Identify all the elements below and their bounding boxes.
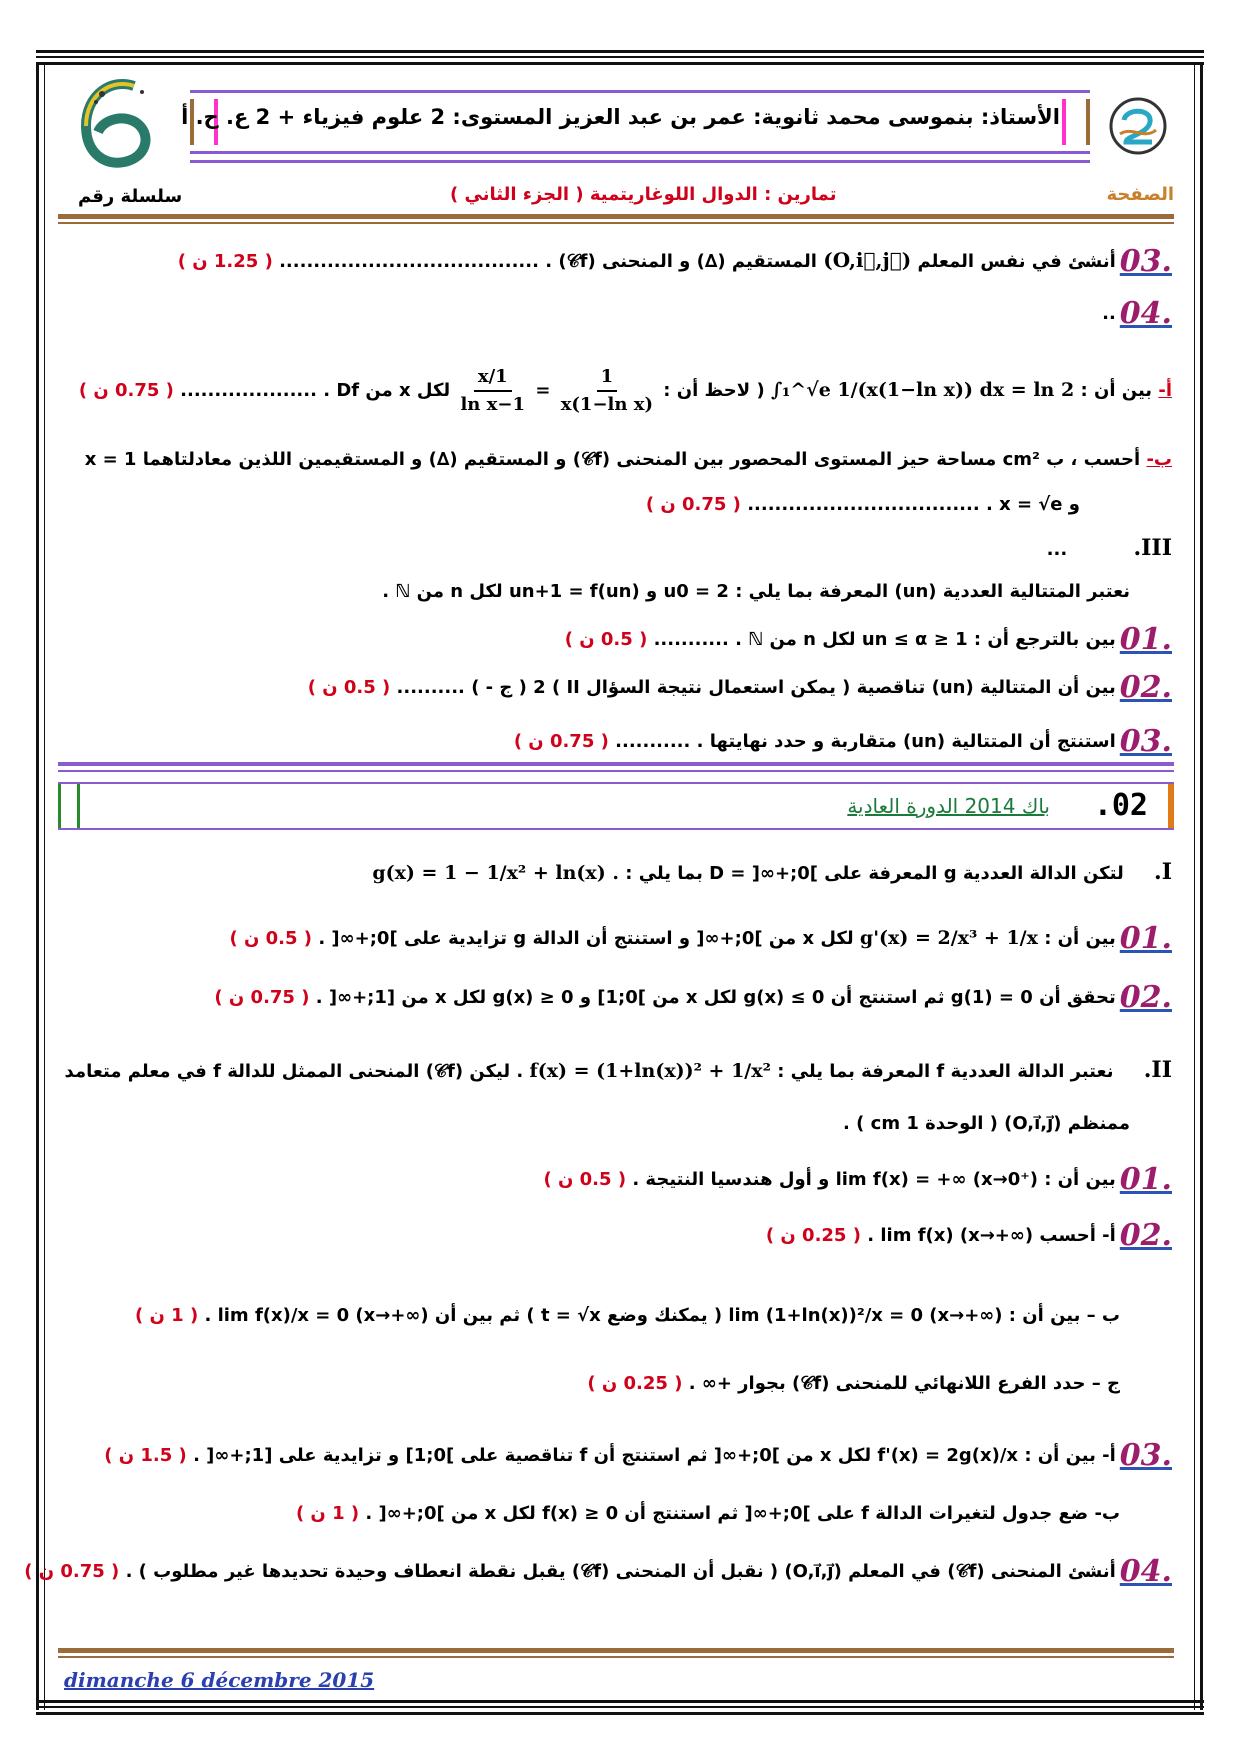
pII-label: II. — [1143, 1057, 1172, 1083]
top-border-2 — [36, 56, 1204, 58]
p3-q02-dots: .......... — [396, 677, 465, 698]
frac-right-den: 1−ln x — [460, 394, 526, 415]
frac-right-num: 1/x — [474, 364, 512, 392]
pI-label: I. — [1154, 859, 1172, 885]
pII-q03a-pts: ( 1.5 ن ) — [104, 1445, 187, 1466]
p3-q03-dots: ........... — [615, 731, 691, 752]
p1-q04a-letter: أ- — [1158, 380, 1172, 401]
p1-q04b-pts: ( 0.75 ن ) — [645, 494, 741, 515]
pII-q02c-text: ج – حدد الفرع اللانهائي للمنحنى (𝒞f) بجوار +∞ . — [688, 1373, 1120, 1394]
pII-q04 — [24, 1552, 1172, 1592]
pI-q01-num: .01 — [1119, 921, 1172, 956]
p3-q01-num: .01 — [1119, 622, 1172, 657]
p1-q03-text: أنشئ في نفس المعلم — [917, 251, 1116, 272]
banner-left-stripes — [58, 784, 80, 828]
pII-q02a — [58, 1216, 1172, 1256]
frac-left-den: x(1−ln x) — [560, 394, 653, 415]
p1-q03-num: .03 — [1119, 244, 1172, 279]
frac-left-num: 1 — [597, 364, 618, 392]
p3-q03 — [58, 722, 1172, 762]
p1-q03-text2: المستقيم (∆) و المنحنى (𝒞f) . — [545, 251, 817, 272]
p3-q03-pts: ( 0.75 ن ) — [513, 731, 609, 752]
pII-q02b-text: ب – بين أن : lim (1+ln(x))²/x = 0 (x→+∞) ( يمكنك وضع t = √x ) ثم بين أن lim f(x)/x = 0 (x→+∞) . — [204, 1305, 1120, 1326]
series-logo — [72, 72, 162, 172]
p1-q03-frame: (O,i⃗,j⃗) — [823, 248, 912, 272]
p1-q04b-line2 — [646, 494, 1080, 515]
pII-q03b-text: ب- ضع جدول لتغيرات الدالة f على ]0;+∞[ ثم استنتج أن f(x) ≥ 0 لكل x من ]0;+∞[ . — [365, 1503, 1120, 1524]
pII-q02a-text: أ- أحسب lim f(x) (x→+∞) . — [867, 1225, 1116, 1246]
pI-q02 — [58, 978, 1172, 1018]
p1-q03 — [58, 240, 1172, 280]
footer-divider-b — [58, 1656, 1174, 1658]
pII-q02b — [58, 1296, 1120, 1336]
header-box — [181, 90, 1090, 154]
p3-q03-text: استنتج أن المتتالية (un) متقاربة و حدد نهايتها . — [696, 731, 1116, 752]
p1-q04a-text: بين أن : — [1080, 380, 1153, 401]
pII-q02c — [58, 1364, 1120, 1404]
bottom-border-1 — [36, 1700, 1204, 1703]
pII-q02-num: .02 — [1119, 1218, 1172, 1253]
header-right-stripes — [1062, 99, 1090, 145]
pII-q03a — [58, 1436, 1172, 1476]
pI-q02-num: .02 — [1119, 980, 1172, 1015]
pI-q01-pts: ( 0.5 ن ) — [229, 928, 313, 949]
pII-intro — [58, 1050, 1172, 1090]
pII-q02a-pts: ( 0.25 ن ) — [765, 1225, 861, 1246]
p3-extra: ... — [1046, 539, 1068, 560]
p3-q01-dots: ........... — [653, 629, 729, 650]
pII-intro-line2 — [58, 1104, 1130, 1144]
p1-q04a-hint: ( لاحظ أن : — [663, 380, 765, 401]
pII-q01-text: بين أن : lim f(x) = +∞ (x→0⁺) و أول هندسيا النتيجة . — [632, 1169, 1116, 1190]
p1-q04 — [58, 294, 1172, 334]
pI-q02-text: تحقق أن g(1) = 0 ثم استنتج أن g(x) ≤ 0 لكل x من ]0;1] و g(x) ≥ 0 لكل x من [1;+∞[ . — [315, 987, 1116, 1008]
p1-q04-text: .. — [1102, 303, 1116, 324]
pII-formula: f(x) = (1+ln(x))² + 1/x² — [529, 1060, 771, 1082]
exercise2-number: .02 — [1093, 788, 1148, 823]
pI-q01-text2: لكل x من ]0;+∞[ و استنتج أن الدالة g تزايدية على ]0;+∞[ . — [318, 928, 854, 949]
bottom-border-3 — [36, 1712, 1204, 1715]
p1-q03-pts: ( 1.25 ن ) — [177, 251, 273, 272]
header-box-underline — [190, 160, 1090, 163]
p3-label-text: III. — [1133, 535, 1172, 561]
p1-q04b — [58, 440, 1172, 480]
p1-q04b-text2: و x = √e . — [985, 494, 1080, 515]
exercise2-banner — [58, 782, 1174, 830]
divider-1b — [58, 222, 1174, 224]
pII-q04-num: .04 — [1119, 1554, 1172, 1589]
school-logo — [1108, 96, 1168, 156]
exercise2-title: باك 2014 الدورة العادية — [847, 794, 1050, 818]
page-label: الصفحة — [1106, 184, 1174, 205]
p3-q01 — [58, 620, 1172, 660]
pII-q02b-pts: ( 1 ن ) — [135, 1305, 199, 1326]
p3-label — [58, 528, 1172, 568]
teacher-line: الأستاذ: بنموسى محمد ثانوية: عمر بن عبد العزيز المستوى: 2 علوم فيزياء + 2 ع. ح. أ — [181, 105, 1060, 129]
top-border-1 — [36, 50, 1204, 53]
pII-q03b-pts: ( 1 ن ) — [295, 1503, 360, 1524]
bottom-border-2 — [36, 1706, 1204, 1708]
pII-q03b — [58, 1494, 1120, 1534]
pII-text: نعتبر الدالة العددية f المعرفة بما يلي : — [777, 1061, 1114, 1082]
p1-q04-num: .04 — [1119, 296, 1172, 331]
pI-text: لتكن الدالة العددية g المعرفة على ]0;+∞[ = D بما يلي : — [625, 863, 1124, 884]
p3-intro — [58, 572, 1130, 612]
pII-q04-pts: ( 0.75 ن ) — [24, 1561, 120, 1582]
footer-divider — [58, 1648, 1174, 1653]
pI-q01-formula: g'(x) = 2/x³ + 1/x — [859, 927, 1038, 949]
pI-formula: g(x) = 1 − 1/x² + ln(x) . — [372, 862, 619, 884]
pII-text2: . ليكن (𝒞f) المنحنى الممثل للدالة f في معلم متعامد — [64, 1061, 524, 1082]
pII-q03-num: .03 — [1119, 1438, 1172, 1473]
top-border-3 — [36, 62, 1204, 65]
p1-q04a-frac-right — [460, 364, 525, 418]
p3-q02 — [58, 668, 1172, 708]
p3-q02-pts: ( 0.5 ن ) — [307, 677, 391, 698]
p1-q04a-pts: ( 0.75 ن ) — [78, 380, 174, 401]
right-border — [1200, 62, 1203, 1710]
topic-title: تمارين : الدوال اللوغاريتمية ( الجزء الثاني ) — [450, 184, 837, 205]
p3-q02-text: بين أن المتتالية (un) تناقصية ( يمكن استعمال نتيجة السؤال II ) 2 ( ج - ) — [471, 677, 1116, 698]
pII-q04-text: أنشئ المنحنى (𝒞f) في المعلم (O,i⃗,j⃗) ( نقبل أن المنحنى (𝒞f) يقبل نقطة انعطاف وحيدة تحديدها غير مطلوب ) . — [125, 1561, 1116, 1582]
left-border-inner — [44, 62, 45, 1710]
p1-q04b-letter: ب- — [1146, 449, 1172, 470]
divider-2b — [58, 770, 1174, 772]
footer-date: dimanche 6 décembre 2015 — [64, 1668, 375, 1692]
p3-q02-num: .02 — [1119, 670, 1172, 705]
pII-q01-num: .01 — [1119, 1162, 1172, 1197]
divider-2a — [58, 762, 1174, 766]
pI-q01 — [58, 918, 1172, 958]
series-label: سلسلة رقم — [78, 186, 183, 207]
pII-text3: ممنظم (O,i⃗,j⃗) ( الوحدة 1 cm ) . — [843, 1113, 1130, 1134]
p3-intro-text: نعتبر المتتالية العددية (un) المعرفة بما يلي : u0 = 2 و un+1 = f(un) لكل n من ℕ . — [382, 581, 1130, 602]
p1-q04a: أ- بين أن : ∫₁^√e 1/(x(1−ln x)) dx = ln 2 ( لاحظ أن : $\frac{1}{\text{x(1−ln x)}}$ = $\frac{1/x}{\text{1−ln x}}$ لكل x من Df . .................... ( 0.75 ن ) — [58, 350, 1172, 430]
p1-q04b-text: أحسب ، ب cm² مساحة حيز المستوى المحصور بين المنحنى (𝒞f) و المستقيم (∆) و المستقيمين اللذين معادلتاهما x = 1 — [84, 449, 1141, 470]
banner-right-stripe — [1168, 784, 1174, 828]
p3-q01-pts: ( 0.5 ن ) — [564, 629, 648, 650]
p1-q04b-dots: .................................. — [747, 494, 980, 515]
p1-q04a-frac-left — [561, 364, 653, 418]
p3-q03-num: .03 — [1119, 724, 1172, 759]
p1-q03-dots: ...................................... — [279, 251, 539, 272]
divider-1 — [58, 214, 1174, 219]
pII-q03a-text: أ- بين أن : f'(x) = 2g(x)/x لكل x من ]0;+∞[ ثم استنتج أن f تناقصية على ]0;1] و تزايدية على [1;+∞[ . — [193, 1445, 1116, 1466]
pI-q02-pts: ( 0.75 ن ) — [214, 987, 310, 1008]
right-border-inner — [1194, 62, 1195, 1710]
pII-q02c-pts: ( 0.25 ن ) — [587, 1373, 683, 1394]
p1-q04a-hint2: لكل x من Df . — [323, 380, 451, 401]
left-border — [36, 62, 39, 1710]
pI-q01-text: بين أن : — [1044, 928, 1116, 949]
pI-intro — [58, 852, 1172, 892]
pII-q01 — [58, 1160, 1172, 1200]
pII-q01-pts: ( 0.5 ن ) — [543, 1169, 627, 1190]
p1-q04a-dots: .................... — [180, 380, 317, 401]
p3-q01-text: بين بالترجع أن : 1 ≤ un ≤ α لكل n من ℕ . — [735, 629, 1116, 650]
p1-q04a-integral: ∫₁^√e 1/(x(1−ln x)) dx = ln 2 — [770, 379, 1075, 401]
